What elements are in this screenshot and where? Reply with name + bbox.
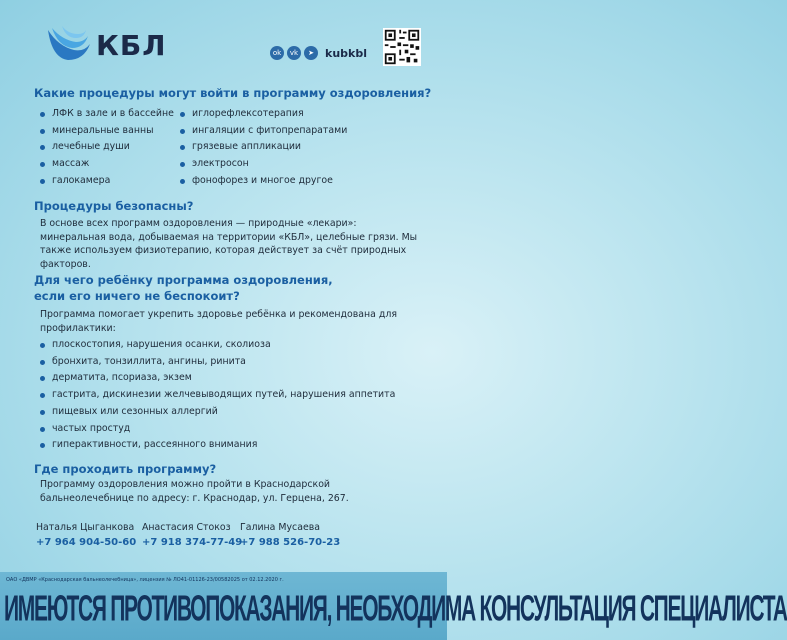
list-item: гиперактивности, рассеянного внимания [40,437,395,454]
telegram-icon[interactable]: ➤ [304,46,318,60]
brand-logo [44,24,166,66]
list-item: ингаляции с фитопрепаратами [180,123,347,140]
section-purpose-title: Для чего ребёнку программа оздоровления, если его ничего не беспокоит? [34,273,333,303]
section-safety-body: В основе всех программ оздоровления — природные «лекари»: минеральная вода, добываемая на территории «КБЛ», целебные грязи. Мы также используем физиотерапию, которая действует за счёт природных факторов. [40,218,418,270]
section-location-title: Где проходить программу? [34,462,217,476]
contact-name: Наталья Цыганкова [36,522,135,533]
section-purpose-body: Программа помогает укрепить здоровье ребёнка и рекомендована для профилактики: [40,309,397,334]
list-item: электросон [180,156,347,173]
contraindications-warning: ИМЕЮТСЯ ПРОТИВОПОКАЗАНИЯ, НЕОБХОДИМА КОНСУЛЬТАЦИЯ СПЕЦИАЛИСТА [4,590,787,630]
contact-name: Галина Мусаева [240,522,320,533]
contact-name: Анастасия Стокоз [142,522,231,533]
social-handle: kubkbl [325,46,367,60]
section-procedures-title: Какие процедуры могут войти в программу оздоровления? [34,86,432,100]
contact-card [36,522,136,548]
vk-icon[interactable]: vk [287,46,301,60]
procedures-list-right [180,106,347,190]
legal-notice: ОАО «ДВМР «Краснодарская бальнеолечебница», лицензия № ЛО41-01126-23/00582025 от 02.12.2020 г. [6,577,284,583]
list-item: частых простуд [40,421,395,438]
list-item: гастрита, дискинезии желчевыводящих путей, нарушения аппетита [40,387,395,404]
list-item: минеральные ванны [40,123,174,140]
contact-phone[interactable]: +7 918 374-77-49 [142,537,243,548]
list-item: лечебные души [40,139,174,156]
list-item: иглорефлексотерапия [180,106,347,123]
contact-card [240,522,340,548]
contact-phone[interactable]: +7 964 904-50-60 [36,537,137,548]
procedures-list-left [40,106,174,190]
list-item: дерматита, псориаза, экзем [40,370,395,387]
contact-card [142,522,242,548]
ok-icon[interactable]: ok [270,46,284,60]
brand-name: КБЛ [96,28,167,62]
qr-code-icon [383,28,421,66]
prevention-list [40,337,395,454]
contact-phone[interactable]: +7 988 526-70-23 [240,537,341,548]
wave-logo-icon [44,24,92,66]
list-item: плоскостопия, нарушения осанки, сколиоза [40,337,395,354]
list-item: фонофорез и многое другое [180,173,347,190]
list-item: грязевые аппликации [180,139,347,156]
section-location-body: Программу оздоровления можно пройти в Краснодарской бальнеолечебнице по адресу: г. Краснодар, ул. Герцена, 267. [40,479,349,504]
list-item: массаж [40,156,174,173]
social-links [270,46,367,60]
section-safety-title: Процедуры безопасны? [34,199,194,213]
list-item: пищевых или сезонных аллергий [40,404,395,421]
list-item: галокамера [40,173,174,190]
list-item: бронхита, тонзиллита, ангины, ринита [40,354,395,371]
list-item: ЛФК в зале и в бассейне [40,106,174,123]
